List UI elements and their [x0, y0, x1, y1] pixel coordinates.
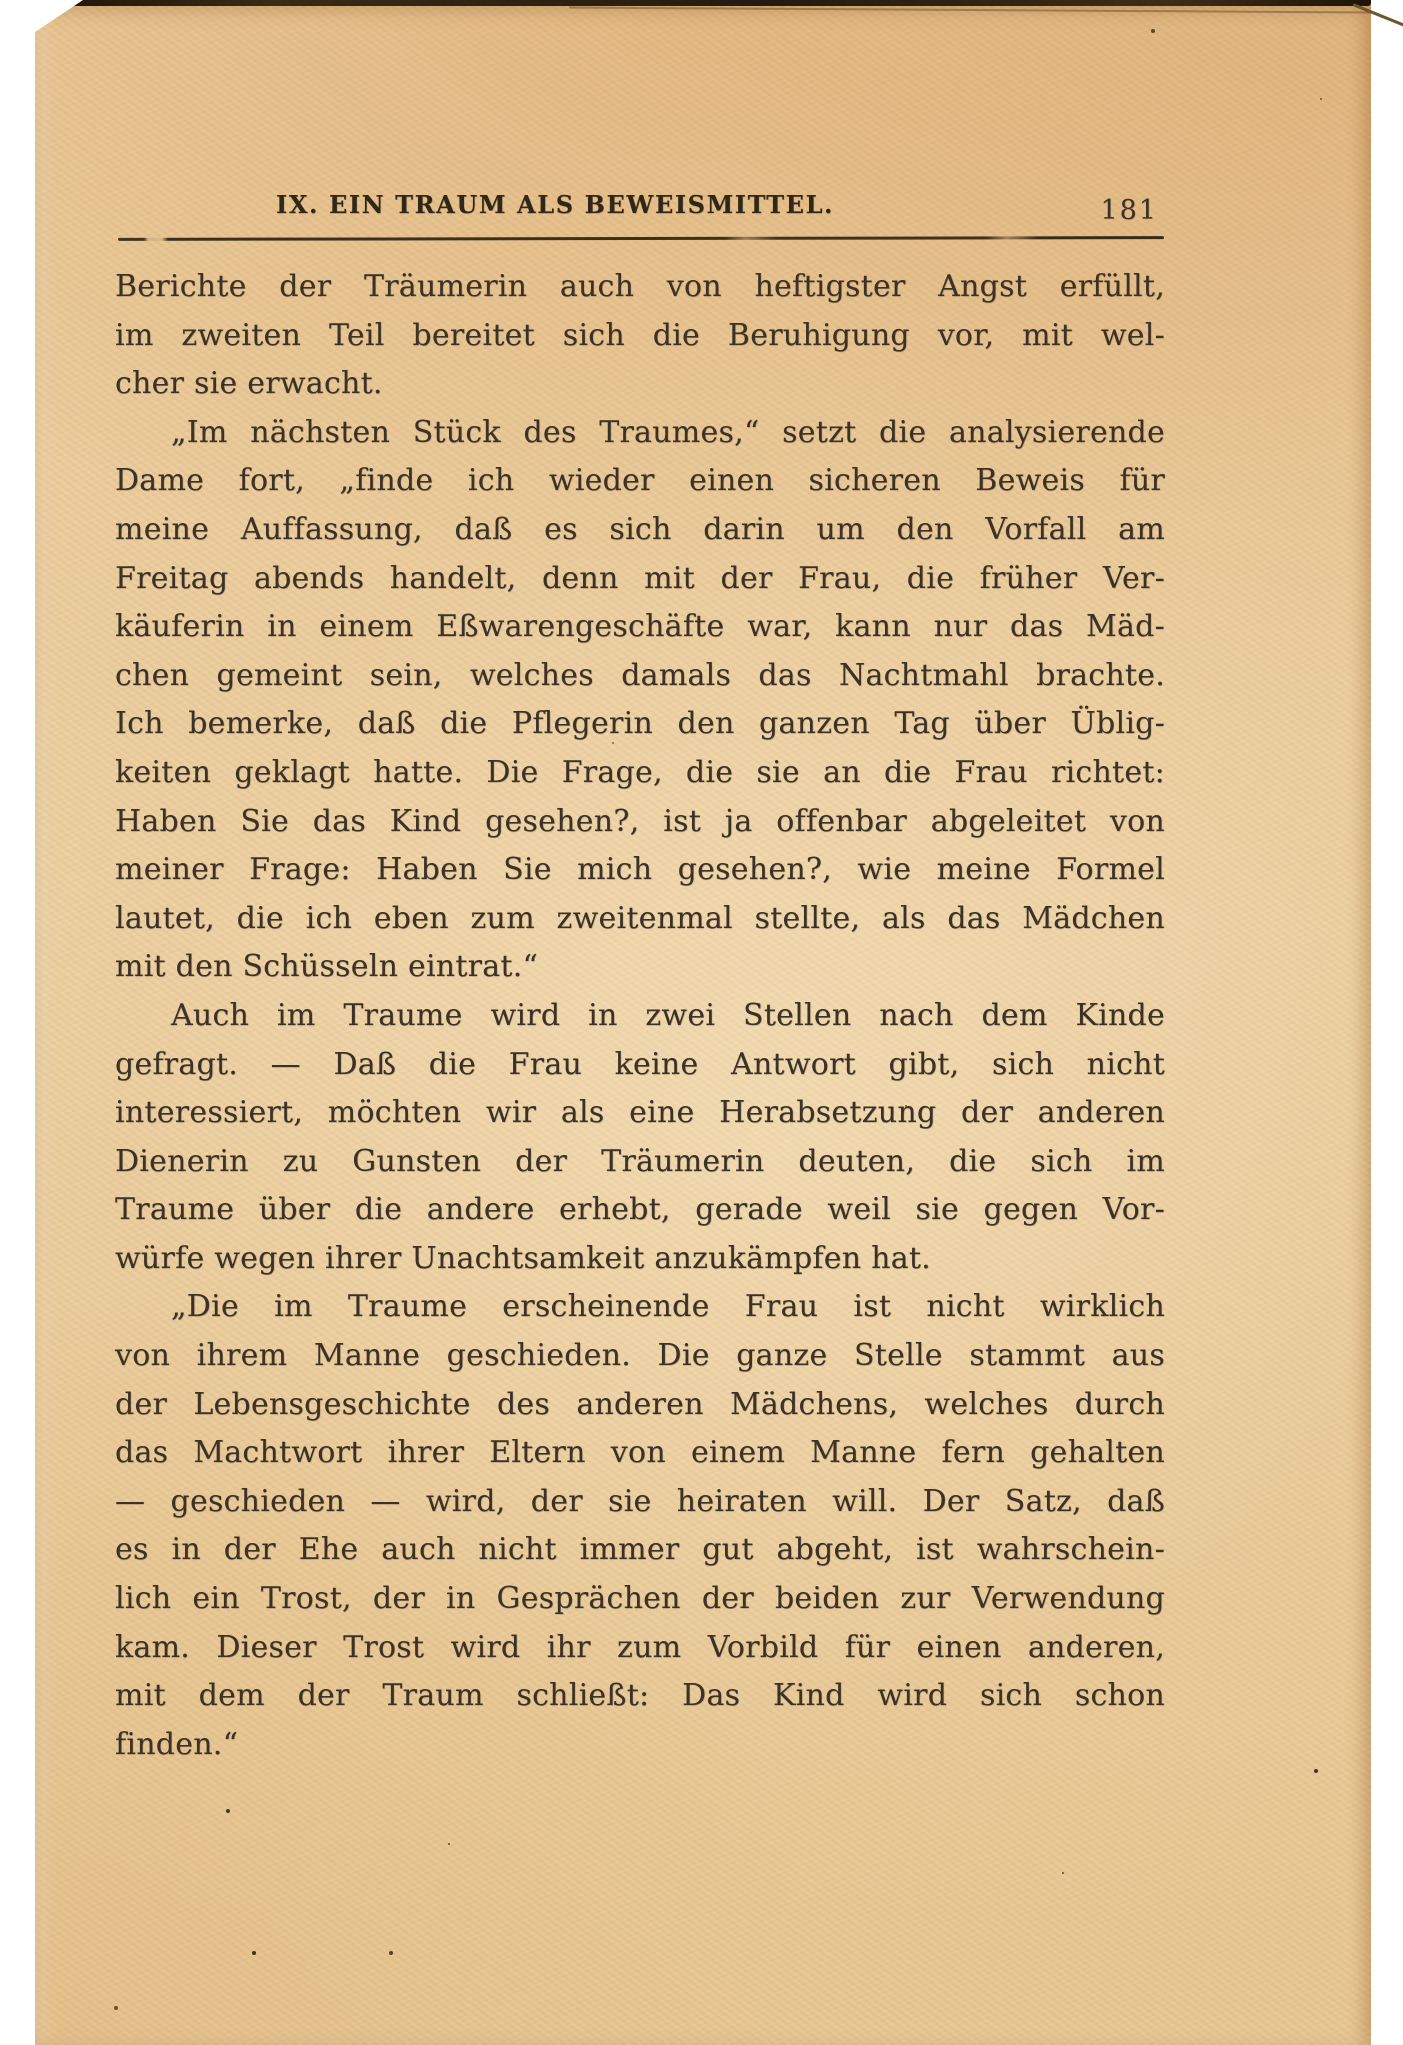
- chapter-title: IX. EIN TRAUM ALS BEWEISMITTEL.: [276, 190, 834, 219]
- text-line: finden.“: [115, 1726, 239, 1762]
- text-line: Traume über die andere erhebt, gerade weil sie gegen Vor-: [115, 1192, 1165, 1228]
- text-line: es in der Ehe auch nicht immer gut abgeht, ist wahrschein-: [115, 1532, 1165, 1568]
- text-line: interessiert, möchten wir als eine Herabsetzung der anderen: [115, 1095, 1165, 1131]
- text-line: mit dem der Traum schließt: Das Kind wird sich schon: [115, 1678, 1165, 1714]
- text-line: meiner Frage: Haben Sie mich gesehen?, wie meine Formel: [115, 852, 1165, 888]
- paragraph: [115, 992, 1165, 1284]
- body-text: [115, 263, 1165, 1769]
- text-line: „Im nächsten Stück des Traumes,“ setzt die analysierende: [171, 414, 1165, 450]
- text-line: cher sie erwacht.: [115, 366, 383, 402]
- text-line: chen gemeint sein, welches damals das Nachtmahl brachte.: [115, 657, 1165, 693]
- text-line: „Die im Traume erscheinende Frau ist nicht wirklich: [171, 1289, 1165, 1325]
- text-line: Dame fort, „finde ich wieder einen sicheren Beweis für: [115, 463, 1165, 499]
- text-line: lautet, die ich eben zum zweitenmal stellte, als das Mädchen: [115, 900, 1165, 936]
- text-line: käuferin in einem Eßwarengeschäfte war, kann nur das Mäd-: [115, 609, 1165, 645]
- scan-top-edge: [35, 0, 1371, 6]
- text-line: im zweiten Teil bereitet sich die Beruhigung vor, mit wel-: [115, 317, 1165, 353]
- text-line: Freitag abends handelt, denn mit der Frau, die früher Ver-: [115, 560, 1165, 596]
- paragraph: [115, 409, 1165, 992]
- text-line: das Machtwort ihrer Eltern von einem Manne fern gehalten: [115, 1435, 1165, 1471]
- text-line: Ich bemerke, daß die Pflegerin den ganzen Tag über Üblig-: [115, 706, 1165, 742]
- running-head: [115, 190, 1165, 238]
- text-line: würfe wegen ihrer Unachtsamkeit anzukämpfen hat.: [115, 1240, 931, 1276]
- text-line: kam. Dieser Trost wird ihr zum Vorbild für einen anderen,: [115, 1629, 1165, 1665]
- paragraph: [115, 263, 1165, 409]
- text-line: Berichte der Träumerin auch von heftigster Angst erfüllt,: [115, 269, 1165, 304]
- text-line: von ihrem Manne geschieden. Die ganze Stelle stammt aus: [115, 1338, 1165, 1374]
- text-line: Haben Sie das Kind gesehen?, ist ja offenbar abgeleitet von: [115, 803, 1165, 839]
- text-line: lich ein Trost, der in Gesprächen der beiden zur Verwendung: [115, 1581, 1165, 1617]
- page-number: 181: [1100, 195, 1158, 226]
- paper-sheet: [35, 0, 1371, 2045]
- text-line: gefragt. — Daß die Frau keine Antwort gibt, sich nicht: [115, 1046, 1165, 1082]
- text-line: der Lebensgeschichte des anderen Mädchens, welches durch: [115, 1386, 1165, 1422]
- text-line: — geschieden — wird, der sie heiraten will. Der Satz, daß: [115, 1483, 1165, 1519]
- text-line: meine Auffassung, daß es sich darin um den Vorfall am: [115, 511, 1165, 547]
- header-rule: [118, 236, 1164, 241]
- paragraph: [115, 1283, 1165, 1769]
- text-line: keiten geklagt hatte. Die Frage, die sie an die Frau richtet:: [115, 754, 1165, 790]
- text-line: mit den Schüsseln eintrat.“: [115, 949, 539, 985]
- text-line: Dienerin zu Gunsten der Träumerin deuten, die sich im: [115, 1143, 1165, 1179]
- paper-specks: [0, 0, 2, 2]
- text-line: Auch im Traume wird in zwei Stellen nach dem Kinde: [171, 997, 1165, 1033]
